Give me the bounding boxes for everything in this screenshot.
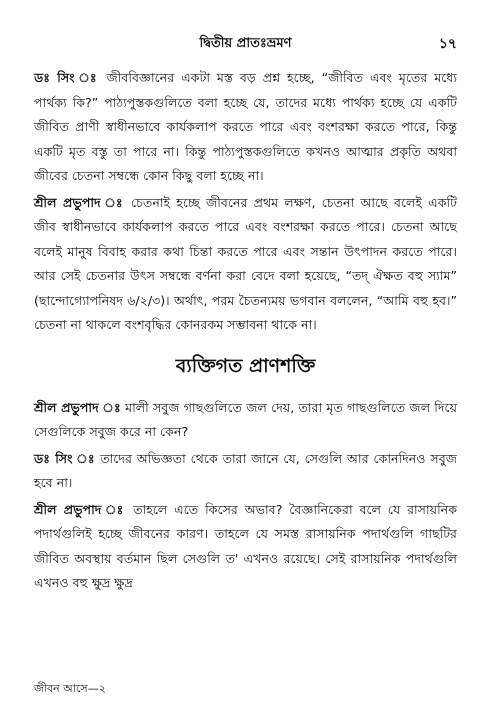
dialogue-paragraph — [34, 396, 457, 445]
paragraph-text: জীববিজ্ঞানের একটা মস্ত বড় প্রশ্ন হচ্ছে, “জীবিত এবং মৃতের মধ্যে পার্থক্য কি?” পাঠ্যপুস্তকগুলিতে বলা হচ্ছে যে, তাদের মধ্যে পার্থক্য হচ্ছে যে একটি জীবিত প্রাণী স্বাধীনভাবে কার্যকলাপ করতে পারে এবং বংশরক্ষা করতে পারে, কিন্তু একটি মৃত বস্তু তা পারে না। কিন্তু পাঠ্যপুস্তকগুলিতে কখনও আত্মার প্রকৃতি অথবা জীবের চেতনা সম্বন্ধে কোন কিছু বলা হচ্ছে না। — [34, 70, 457, 183]
page-number: ১৭ — [438, 36, 457, 52]
dialogue-paragraph — [34, 447, 457, 496]
dialogue-paragraph — [34, 191, 457, 338]
paragraph-text: মালী সবুজ গাছগুলিতে জল দেয়, তারা মৃত গাছগুলিতে জল দিয়ে সেগুলিকে সবুজ করে না কেন? — [34, 399, 457, 439]
speaker-label: শ্রীল প্রভুপাদ ঃ — [34, 399, 121, 415]
running-title: দ্বিতীয় প্রাতঃভ্রমণ — [199, 36, 292, 51]
paragraph-text: তাদের অভিজ্ঞতা থেকে তারা জানে যে, সেগুলি আর কোনদিনও সবুজ হবে না। — [34, 450, 457, 490]
dialogue-paragraph — [34, 498, 457, 596]
speaker-label: শ্রীল প্রভুপাদ ঃ — [34, 194, 125, 210]
speaker-label: ডঃ সিং ঃ — [34, 450, 96, 466]
dialogue-paragraph — [34, 66, 457, 189]
paragraph-text: চেতনাই হচ্ছে জীবনের প্রথম লক্ষণ, চেতনা আছে বলেই একটি জীব স্বাধীনভাবে কার্যকলাপ করতে পারে এবং বংশরক্ষা করতে পারে। চেতনা আছে বলেই মানুষ বিবাহ করার কথা চিন্তা করতে পারে এবং সন্তান উৎপাদন করতে পারে। আর সেই চেতনার উৎস সম্বন্ধে বর্ণনা করা বেদে বলা হয়েছে, “তদ্ ঐক্ষত বহু স্যাম” (ছান্দোগ্যোপনিষদ ৬/২/৩)। অর্থাৎ, পরম চৈতন্যময় ভগবান বললেন, “আমি বহু হব।” চেতনা না থাকলে বংশবৃদ্ধির কোনরকম সম্ভাবনা থাকে না। — [34, 194, 457, 332]
footer-signature: জীবন আসে—২ — [34, 682, 106, 695]
page-body — [34, 66, 457, 598]
paragraph-text: তাহলে এতে কিসের অভাব? বৈজ্ঞানিকেরা বলে যে রাসায়নিক পদার্থগুলিই হচ্ছে জীবনের কারণ। তাহলে যে সমস্ত রাসায়নিক পদার্থগুলি গাছটির জীবিত অবস্থায় বর্তমান ছিল সেগুলি ত' এখনও রয়েছে। সেই রাসায়নিক পদার্থগুলি এখনও বহু ক্ষুদ্র ক্ষুদ্র — [34, 501, 457, 590]
speaker-label: ডঃ সিং ঃ — [34, 70, 100, 85]
section-heading: ব্যক্তিগত প্রাণশক্তি — [175, 354, 316, 377]
speaker-label: শ্রীল প্রভুপাদ ঃ — [34, 501, 127, 517]
